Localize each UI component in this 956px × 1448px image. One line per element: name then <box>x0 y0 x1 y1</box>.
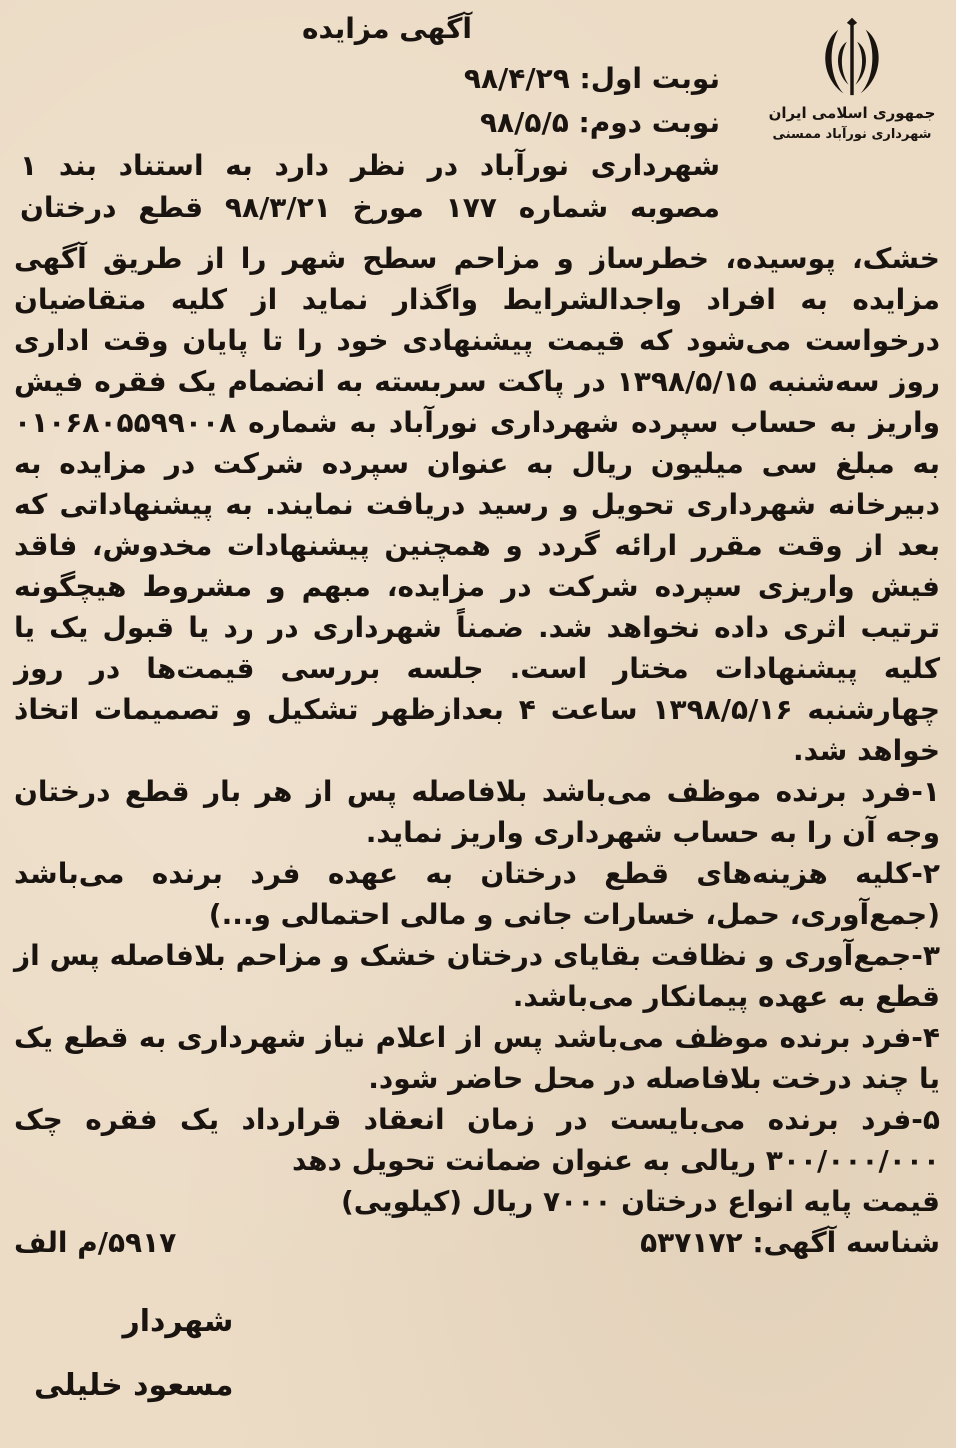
municipality-caption: شهرداری نورآباد ممسنی <box>772 127 932 142</box>
intro-line-2: مصوبه شماره ۱۷۷ مورخ ۹۸/۳/۲۱ قطع درختان <box>20 191 720 224</box>
condition-item-5: ۵-فرد برنده می‌بایست در زمان انعقاد قرارداد یک فقره چک ۳۰۰/۰۰۰/۰۰۰ ریالی به عنوان ضمانت تحویل دهد <box>14 1103 940 1177</box>
notice-header <box>14 6 940 228</box>
iran-emblem-icon <box>809 16 895 102</box>
condition-item-1: ۱-فرد برنده موظف می‌باشد بلافاصله پس از هر بار قطع درختان وجه آن را به حساب شهرداری واریز نماید. <box>14 775 940 849</box>
intro-line-1: شهرداری نورآباد در نظر دارد به استناد بند ۱ <box>20 149 720 182</box>
notice-body <box>14 238 940 1222</box>
country-caption: جمهوری اسلامی ایران <box>768 104 936 122</box>
footer-row <box>14 1222 940 1263</box>
first-round-date: نوبت اول: ۹۸/۴/۲۹ <box>463 62 720 95</box>
second-round-date: نوبت دوم: ۹۸/۵/۵ <box>479 106 720 139</box>
ad-id: شناسه آگهی: ۵۳۷۱۷۲ <box>640 1226 940 1259</box>
main-paragraph: خشک، پوسیده، خطرساز و مزاحم سطح شهر را از طریق آگهی مزایده به افراد واجدالشرایط واگذار نماید از کلیه متقاضیان درخواست می‌شود که قیمت پیشنهادی خود را تا پایان وقت اداری روز سه‌شنبه ۱۳۹۸/۵/۱۵ در پاکت سربسته به انضمام یک فقره فیش واریز به حساب سپرده شهرداری نورآباد به شماره ۰۱۰۶۸۰۵۵۹۹۰۰۸ به مبلغ سی میلیون ریال به عنوان سپرده شرکت در مزایده به دبیرخانه شهرداری تحویل و رسید دریافت نمایند. به پیشنهاداتی که بعد از وقت مقرر ارائه گردد و همچنین پیشنهادات مخدوش، فاقد فیش واریزی سپرده شرکت در مزایده، مبهم و مشروط هیچگونه ترتیب اثری داده نخواهد شد. ضمناً شهرداری در رد یا قبول یک یا کلیه پیشنهادات مختار است. جلسه بررسی قیمت‌ها در روز چهارشنبه ۱۳۹۸/۵/۱۶ ساعت ۴ بعدازظهر تشکیل و تصمیمات اتخاذ خواهد شد. <box>14 242 941 767</box>
reference-code: ۵۹۱۷/م الف <box>14 1226 177 1259</box>
condition-item-2: ۲-کلیه هزینه‌های قطع درختان به عهده فرد برنده می‌باشد (جمع‌آوری، حمل، خسارات جانی و مالی احتمالی و...) <box>14 857 940 931</box>
signature-block <box>34 1290 233 1418</box>
emblem-block <box>764 16 940 146</box>
condition-item-3: ۳-جمع‌آوری و نظافت بقایای درختان خشک و مزاحم بلافاصله پس از قطع به عهده پیمانکار می‌باشد. <box>14 939 940 1013</box>
signer-title: شهردار <box>122 1304 234 1339</box>
notice-title: آگهی مزایده <box>301 12 472 45</box>
condition-item-4: ۴-فرد برنده موظف می‌باشد پس از اعلام نیاز شهرداری به قطع یک یا چند درخت بلافاصله در محل حاضر شود. <box>14 1021 940 1095</box>
base-price: قیمت پایه انواع درختان ۷۰۰۰ ریال (کیلویی) <box>340 1185 940 1218</box>
signer-name: مسعود خلیلی <box>34 1368 234 1403</box>
